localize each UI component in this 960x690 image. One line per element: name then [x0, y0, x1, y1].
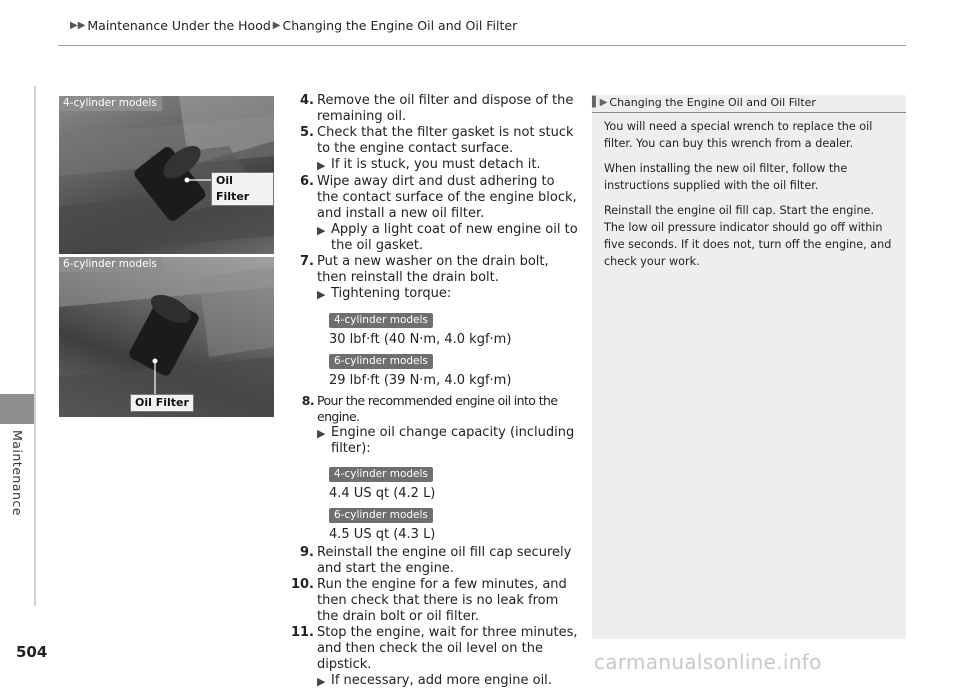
breadcrumb-arrow-icon: ▶▶: [70, 20, 86, 31]
oil-filter-callout: Oil Filter: [211, 172, 274, 206]
breadcrumb-section[interactable]: Maintenance Under the Hood: [87, 18, 271, 33]
note-arrow-icon: ▶: [317, 427, 326, 440]
model-tag: 6-cylinder models: [59, 257, 162, 272]
step-4: [286, 93, 578, 125]
watermark: carmanualsonline.info: [594, 650, 822, 674]
note-arrow-icon: ▶: [317, 159, 326, 172]
page-number: 504: [16, 643, 48, 661]
step-text: Remove the oil filter and dispose of the remaining oil.: [317, 93, 574, 124]
side-tab[interactable]: [0, 394, 34, 424]
model-badge-6-cylinder: 6-cylinder models: [329, 508, 433, 523]
engine-illustration: [59, 257, 274, 417]
step-text: Run the engine for a few minutes, and then check that there is no leak from the drain bolt or oil filter.: [317, 577, 567, 624]
step-number: 8.: [301, 393, 314, 408]
step-note-text: If it is stuck, you must detach it.: [331, 157, 541, 172]
model-tag: 4-cylinder models: [59, 96, 162, 111]
side-note-title-text: Changing the Engine Oil and Oil Filter: [609, 96, 816, 109]
side-note-panel: [592, 95, 906, 639]
model-badge-4-cylinder: 4-cylinder models: [329, 467, 433, 482]
step-note: [317, 286, 578, 303]
step-note: [317, 222, 578, 254]
step-8: [286, 393, 578, 425]
engine-photo-4-cylinder: [59, 96, 274, 254]
step-note: [317, 673, 578, 690]
step-number: 4.: [300, 93, 314, 108]
procedure-steps: [286, 93, 578, 690]
breadcrumb-arrow-icon: ▶: [272, 20, 281, 31]
step-10: [286, 577, 578, 625]
step-note-text: Apply a light coat of new engine oil to the oil gasket.: [331, 222, 578, 253]
model-badge-4-cylinder: 4-cylinder models: [329, 313, 433, 328]
side-divider: [34, 86, 36, 606]
side-note-paragraph: Reinstall the engine oil fill cap. Start the engine. The low oil pressure indicator should go off within five seconds. If it does not, turn off the engine, and check your work.: [604, 204, 892, 268]
step-number: 5.: [300, 125, 314, 140]
side-note-title: [592, 96, 906, 113]
step-note: [317, 425, 578, 457]
side-note-paragraph: When installing the new oil filter, follow the instructions supplied with the oil filter.: [604, 162, 848, 192]
step-8-note: [286, 425, 578, 457]
side-note-paragraph: You will need a special wrench to replace the oil filter. You can buy this wrench from a dealer.: [604, 120, 873, 150]
torque-value-6-cylinder: 29 lbf·ft (39 N·m, 4.0 kgf·m): [329, 373, 512, 388]
breadcrumb: [70, 18, 517, 33]
note-arrow-icon: ▶: [317, 675, 326, 688]
step-note-text: Tightening torque:: [331, 286, 452, 301]
header-divider: [58, 45, 906, 46]
step-text: Put a new washer on the drain bolt, then reinstall the drain bolt.: [317, 254, 549, 285]
capacity-value-6-cylinder: 4.5 US qt (4.3 L): [329, 527, 436, 542]
step-7: [286, 254, 578, 303]
oil-filter-callout: Oil Filter: [130, 394, 194, 412]
step-text: Wipe away dirt and dust adhering to the contact surface of the engine block, and install a new oil filter.: [317, 174, 577, 221]
step-note-text: If necessary, add more engine oil.: [331, 673, 552, 688]
step-5: [286, 125, 578, 174]
model-badge-6-cylinder: 6-cylinder models: [329, 354, 433, 369]
note-marker-icon: ▌▶: [592, 97, 608, 108]
step-number: 10.: [290, 577, 314, 592]
step-number: 11.: [290, 625, 314, 640]
step-6: [286, 174, 578, 254]
step-text: Stop the engine, wait for three minutes, and then check the oil level on the dipstick.: [317, 625, 578, 672]
engine-photo-6-cylinder: [59, 257, 274, 417]
oil-filter-shape: [127, 289, 200, 378]
step-text: Check that the filter gasket is not stuck to the engine contact surface.: [317, 125, 574, 156]
capacity-value-4-cylinder: 4.4 US qt (4.2 L): [329, 486, 436, 501]
step-text: Reinstall the engine oil fill cap securely and start the engine.: [317, 545, 572, 576]
step-number: 7.: [300, 254, 314, 269]
breadcrumb-page: Changing the Engine Oil and Oil Filter: [282, 18, 518, 33]
step-note: [317, 157, 578, 174]
torque-value-4-cylinder: 30 lbf·ft (40 N·m, 4.0 kgf·m): [329, 332, 512, 347]
step-number: 9.: [300, 545, 314, 560]
step-11: [286, 625, 578, 690]
step-text: Pour the recommended engine oil into the engine.: [317, 393, 558, 424]
note-arrow-icon: ▶: [317, 224, 326, 237]
step-note-text: Engine oil change capacity (including filter):: [331, 425, 575, 456]
step-number: 6.: [300, 174, 314, 189]
side-tab-label: Maintenance: [10, 430, 25, 516]
note-arrow-icon: ▶: [317, 288, 326, 301]
step-9: [286, 545, 578, 577]
